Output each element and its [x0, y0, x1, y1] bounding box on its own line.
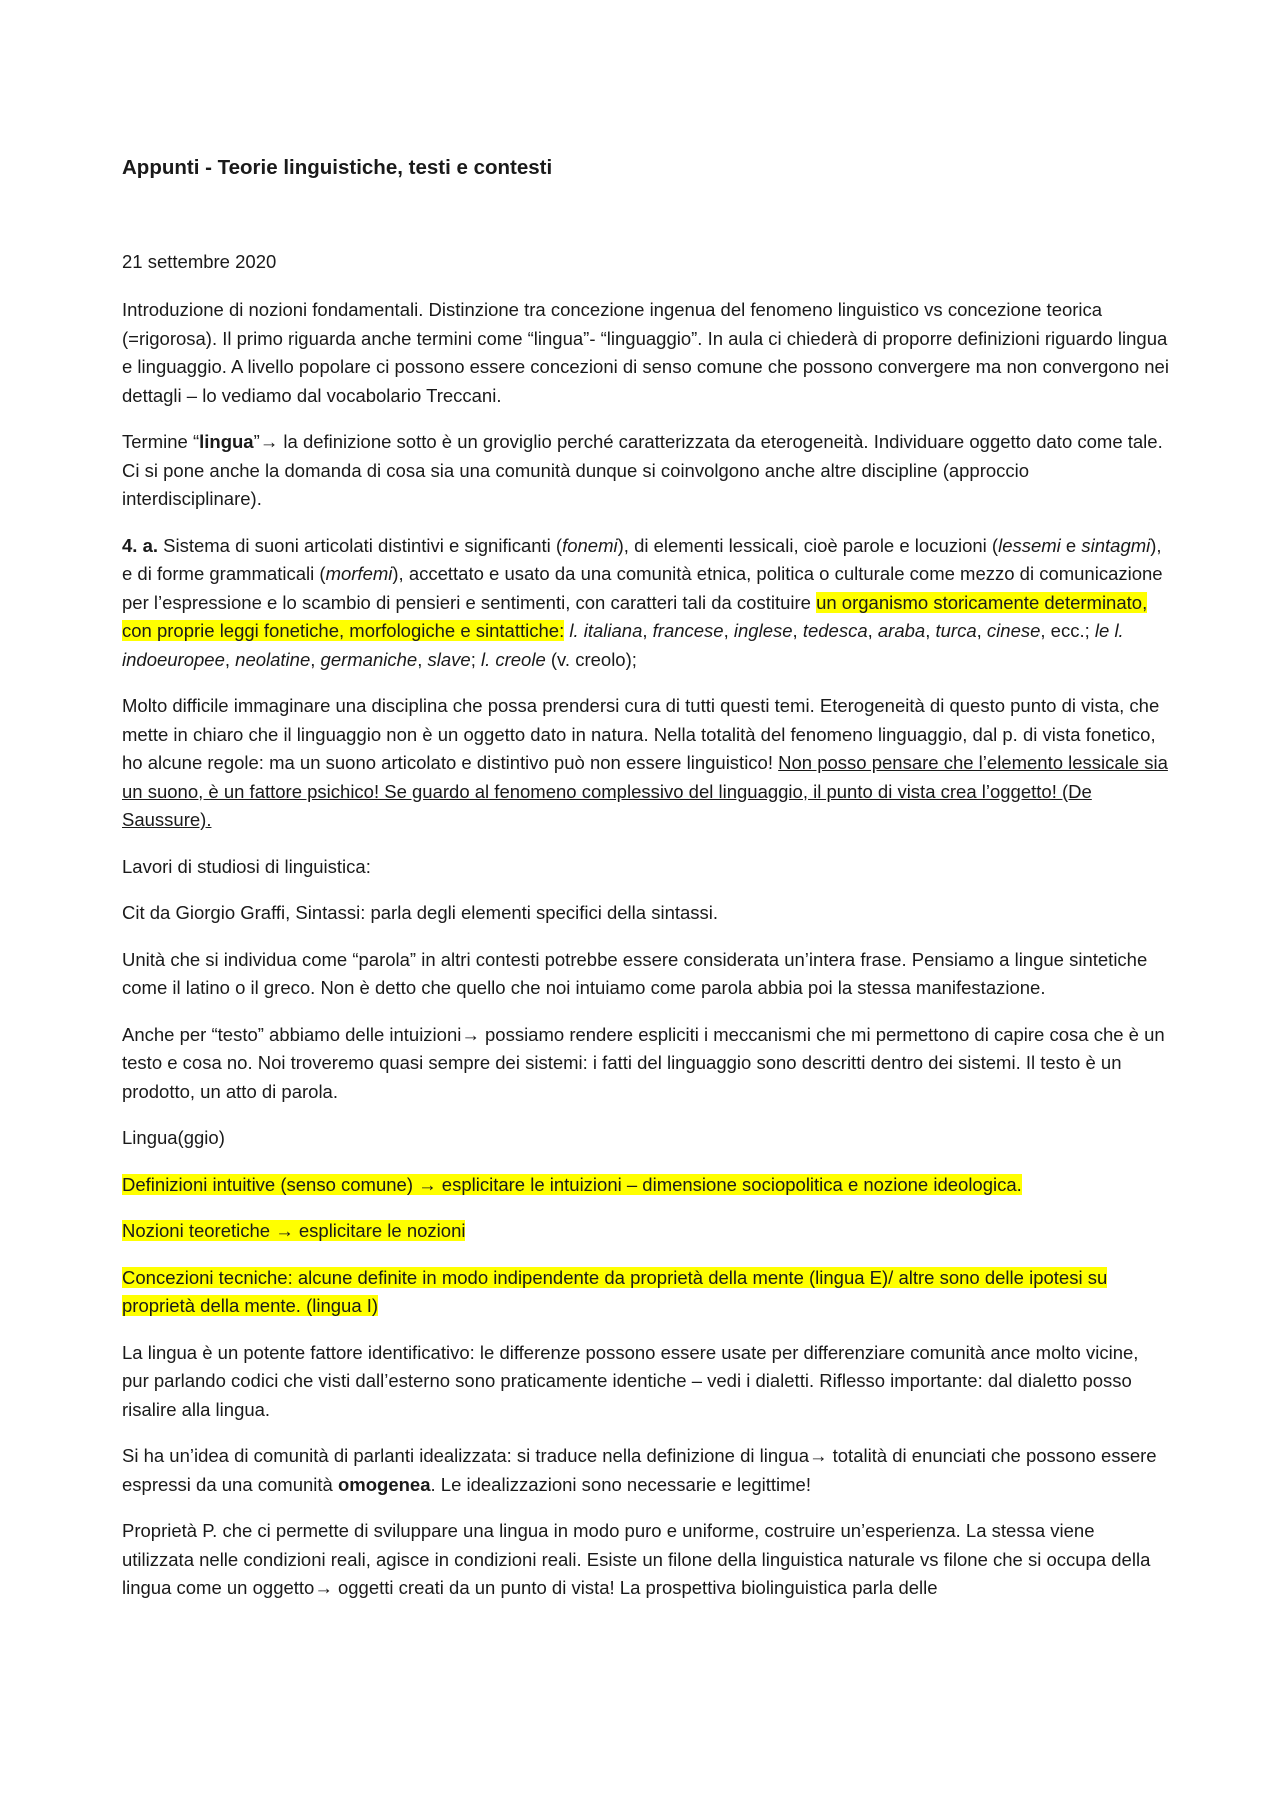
paragraph-disciplina: Molto difficile immaginare una disciplina che possa prendersi cura di tutti questi temi. Eterogeneità di questo punto di vista, che mette in chiaro che il linguaggio non è un oggetto dato in natura. Nella totalità del fenomeno linguaggio, dal p. di vista fonetico, ho alcune regole: ma un suono articolato e distintivo può non essere linguistico! Non posso pensare che l’elemento lessicale sia un suono, è un fattore psichico! Se guardo al fenomeno complessivo del linguaggio, il punto di vista crea l’oggetto! (De Saussure).: [122, 695, 1168, 830]
paragraph-nozioni-teoretiche: Nozioni teoretiche → esplicitare le nozioni: [122, 1220, 466, 1241]
arrow-icon: →: [418, 1173, 437, 1195]
document-body: [122, 296, 1170, 1621]
underlined-text: Non posso pensare che l’elemento lessicale sia un suono, è un fattore psichico! Se guardo al fenomeno complessivo del linguaggio, il punto di vista crea l’oggetto! (De Saussure).: [122, 752, 1168, 830]
arrow-icon: →: [461, 1023, 480, 1045]
paragraph-fattore-identificativo: La lingua è un potente fattore identificativo: le differenze possono essere usate per differenziare comunità ance molto vicine, pur parlando codici che visti dall’esterno sono praticamente identiche – vedi i dialetti. Riflesso importante: dal dialetto posso risalire alla lingua.: [122, 1341, 1139, 1420]
paragraph-parola: Unità che si individua come “parola” in altri contesti potrebbe essere considerata un’intera frase. Pensiamo a lingue sintetiche come il latino o il greco. Non è detto che quello che noi intuiamo come parola abbia poi la stessa manifestazione.: [122, 948, 1148, 998]
arrow-icon: →: [259, 431, 279, 452]
paragraph-termine-lingua: Termine “lingua”→ la definizione sotto è un groviglio perché caratterizzata da eterogeneità. Individuare oggetto dato come tale. Ci si pone anche la domanda di cosa sia una comunità dunque si coinvolgono anche altre discipline (approccio interdisciplinare).: [122, 431, 1163, 509]
arrow-icon: →: [275, 1220, 294, 1241]
paragraph-testo: Anche per “testo” abbiamo delle intuizioni→ possiamo rendere espliciti i meccanismi che mi permettono di capire cosa che è un testo e cosa no. Noi troveremo quasi sempre dei sistemi: i fatti del linguaggio sono descritti dentro dei sistemi. Il testo è un prodotto, un atto di parola.: [122, 1023, 1165, 1102]
document-date: 21 settembre 2020: [122, 251, 277, 272]
paragraph-intro: Introduzione di nozioni fondamentali. Distinzione tra concezione ingenua del fenomeno linguistico vs concezione teorica (=rigorosa). Il primo riguarda anche termini come “lingua”- “linguaggio”. In aula ci chiederà di proporre definizioni riguardo lingua e linguaggio. A livello popolare ci possono essere concezioni di senso comune che possono convergere ma non convergono nei dettagli – lo vediamo dal vocabolario Treccani.: [122, 299, 1169, 406]
paragraph-lavori: Lavori di studiosi di linguistica:: [122, 855, 371, 877]
document-title: Appunti - Teorie linguistiche, testi e contesti: [122, 156, 553, 179]
arrow-icon: →: [314, 1577, 333, 1598]
paragraph-citazione: Cit da Giorgio Graffi, Sintassi: parla degli elementi specifici della sintassi.: [122, 902, 719, 923]
paragraph-proprieta: Proprietà P. che ci permette di sviluppare una lingua in modo puro e uniforme, costruire un’esperienza. La stessa viene utilizzata nelle condizioni reali, agisce in condizioni reali. Esiste un filone della linguistica naturale vs filone che si occupa della lingua come un oggetto→ oggetti creati da un punto di vista! La prospettiva biolinguistica parla delle: [122, 1520, 1151, 1598]
paragraph-concezioni-tecniche: Concezioni tecniche: alcune definite in modo indipendente da proprietà della mente (lingua E)/ altre sono delle ipotesi su proprietà della mente. (lingua I): [122, 1266, 1108, 1316]
paragraph-linguaggio-heading: Lingua(ggio): [122, 1127, 225, 1148]
paragraph-comunita: Si ha un’idea di comunità di parlanti idealizzata: si traduce nella definizione di lingua→ totalità di enunciati che possono essere espressi da una comunità omogenea. Le idealizzazioni sono necessarie e legittime!: [122, 1445, 1157, 1495]
highlighted-text: un organismo storicamente determinato, con proprie leggi fonetiche, morfologiche e sintattiche:: [122, 591, 1148, 641]
paragraph-definition-treccani: 4. a. Sistema di suoni articolati distintivi e significanti (fonemi), di elementi lessicali, cioè parole e locuzioni (lessemi e sintagmi), e di forme grammaticali (morfemi), accettato e usato da una comunità etnica, politica o culturale come mezzo di comunicazione per l’espressione e lo scambio di pensieri e sentimenti, con caratteri tali da costituire un organismo storicamente determinato, con proprie leggi fonetiche, morfologiche e sintattiche: l. italiana, francese, inglese, tedesca, araba, turca, cinese, ecc.; le l. indoeuropee, neolatine, germaniche, slave; l. creole (v. creolo);: [122, 534, 1163, 670]
arrow-icon: →: [808, 1445, 828, 1466]
paragraph-definizioni-intuitive: Definizioni intuitive (senso comune) → esplicitare le intuizioni – dimensione sociopolitica e nozione ideologica.: [122, 1173, 1022, 1195]
